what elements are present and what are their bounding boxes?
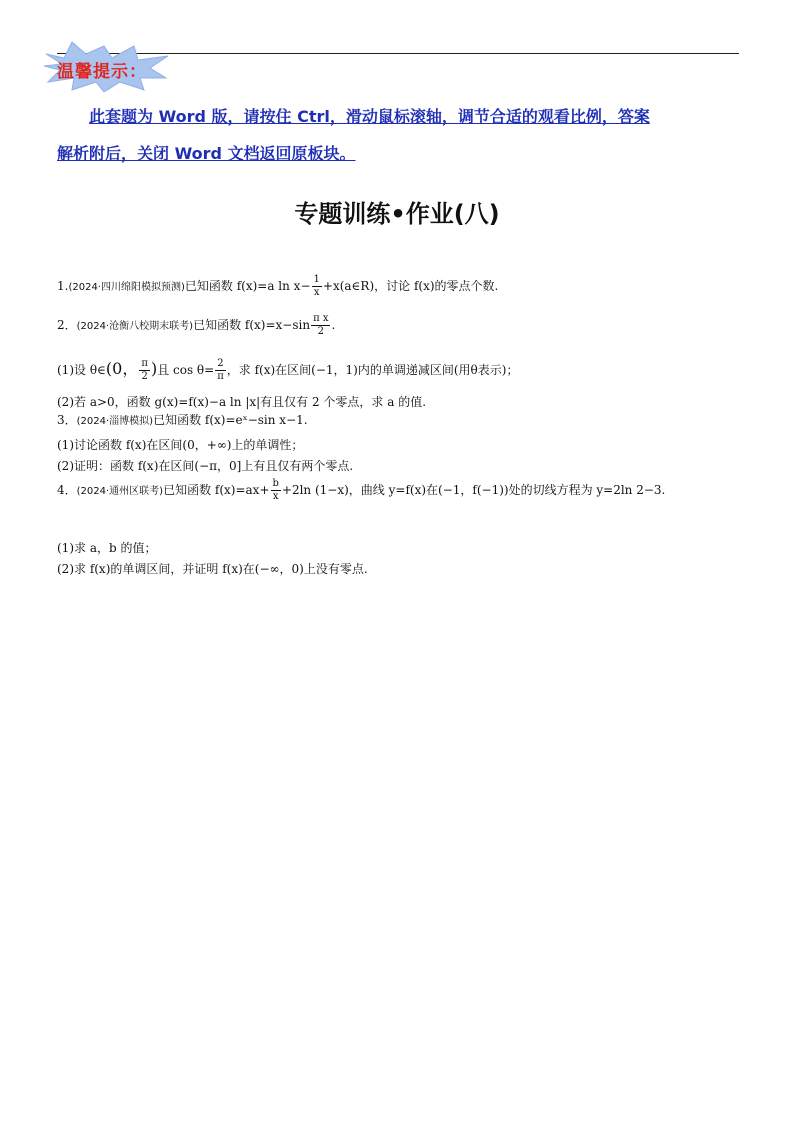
question-3-part-1: (1)讨论函数 f(x)在区间(0，+∞)上的单调性；	[57, 438, 304, 452]
question-4: 4．(2024·通州区联考)已知函数 f(x)=ax+ $\frac{b}{x}$ +2ln (1−x)，曲线 y=f(x)在(−1，f(−1))处的切线方程为 y=2ln 2−3.	[57, 478, 666, 502]
fraction: $\frac{b}{x}$	[272, 478, 279, 502]
notice-line-1: 此套题为 Word 版，请按住 Ctrl，滑动鼠标滚轴，调节合适的观看比例，答案	[89, 107, 650, 126]
fraction: $\frac{\text{π x}}{2}$	[313, 313, 329, 337]
fraction: $\frac{\pi}{2}$	[141, 358, 148, 382]
question-2-part-2: (2)若 a>0，函数 g(x)=f(x)−a ln |x|有且仅有 2 个零点，求 a 的值.	[57, 395, 427, 409]
question-2-part-1: (1)设 θ∈(0， $\frac{\pi}{2}$ )且 cos θ= $\frac{2}{\pi}$ ，求 f(x)在区间(−1，1)内的单调递减区间(用θ表示)；	[57, 358, 519, 382]
fraction: $\frac{2}{\pi}$	[217, 358, 224, 382]
question-4-part-1: (1)求 a，b 的值；	[57, 541, 157, 555]
question-2: 2．(2024·沧衡八校期末联考)已知函数 f(x)=x−sin $\frac{\text{π x}}{2}$ .	[57, 313, 336, 337]
question-1: 1.(2024·四川绵阳模拟预测)已知函数 f(x)=a ln x− $\frac{1}{x}$ +x(a∈R)，讨论 f(x)的零点个数.	[57, 274, 499, 298]
question-4-part-2: (2)求 f(x)的单调区间，并证明 f(x)在(−∞，0)上没有零点.	[57, 562, 368, 576]
question-3: 3．(2024·淄博模拟)已知函数 f(x)=eˣ−sin x−1.	[57, 413, 308, 427]
fraction: $\frac{1}{x}$	[313, 274, 320, 298]
question-3-part-2: (2)证明：函数 f(x)在区间(−π，0]上有且仅有两个零点.	[57, 459, 354, 473]
page-title: 专题训练•作业(八)	[294, 200, 500, 228]
notice-block	[57, 98, 739, 172]
notice-line-2: 解析附后，关闭 Word 文档返回原板块。	[57, 144, 356, 163]
warm-tip-label: 温馨提示：	[57, 62, 147, 82]
